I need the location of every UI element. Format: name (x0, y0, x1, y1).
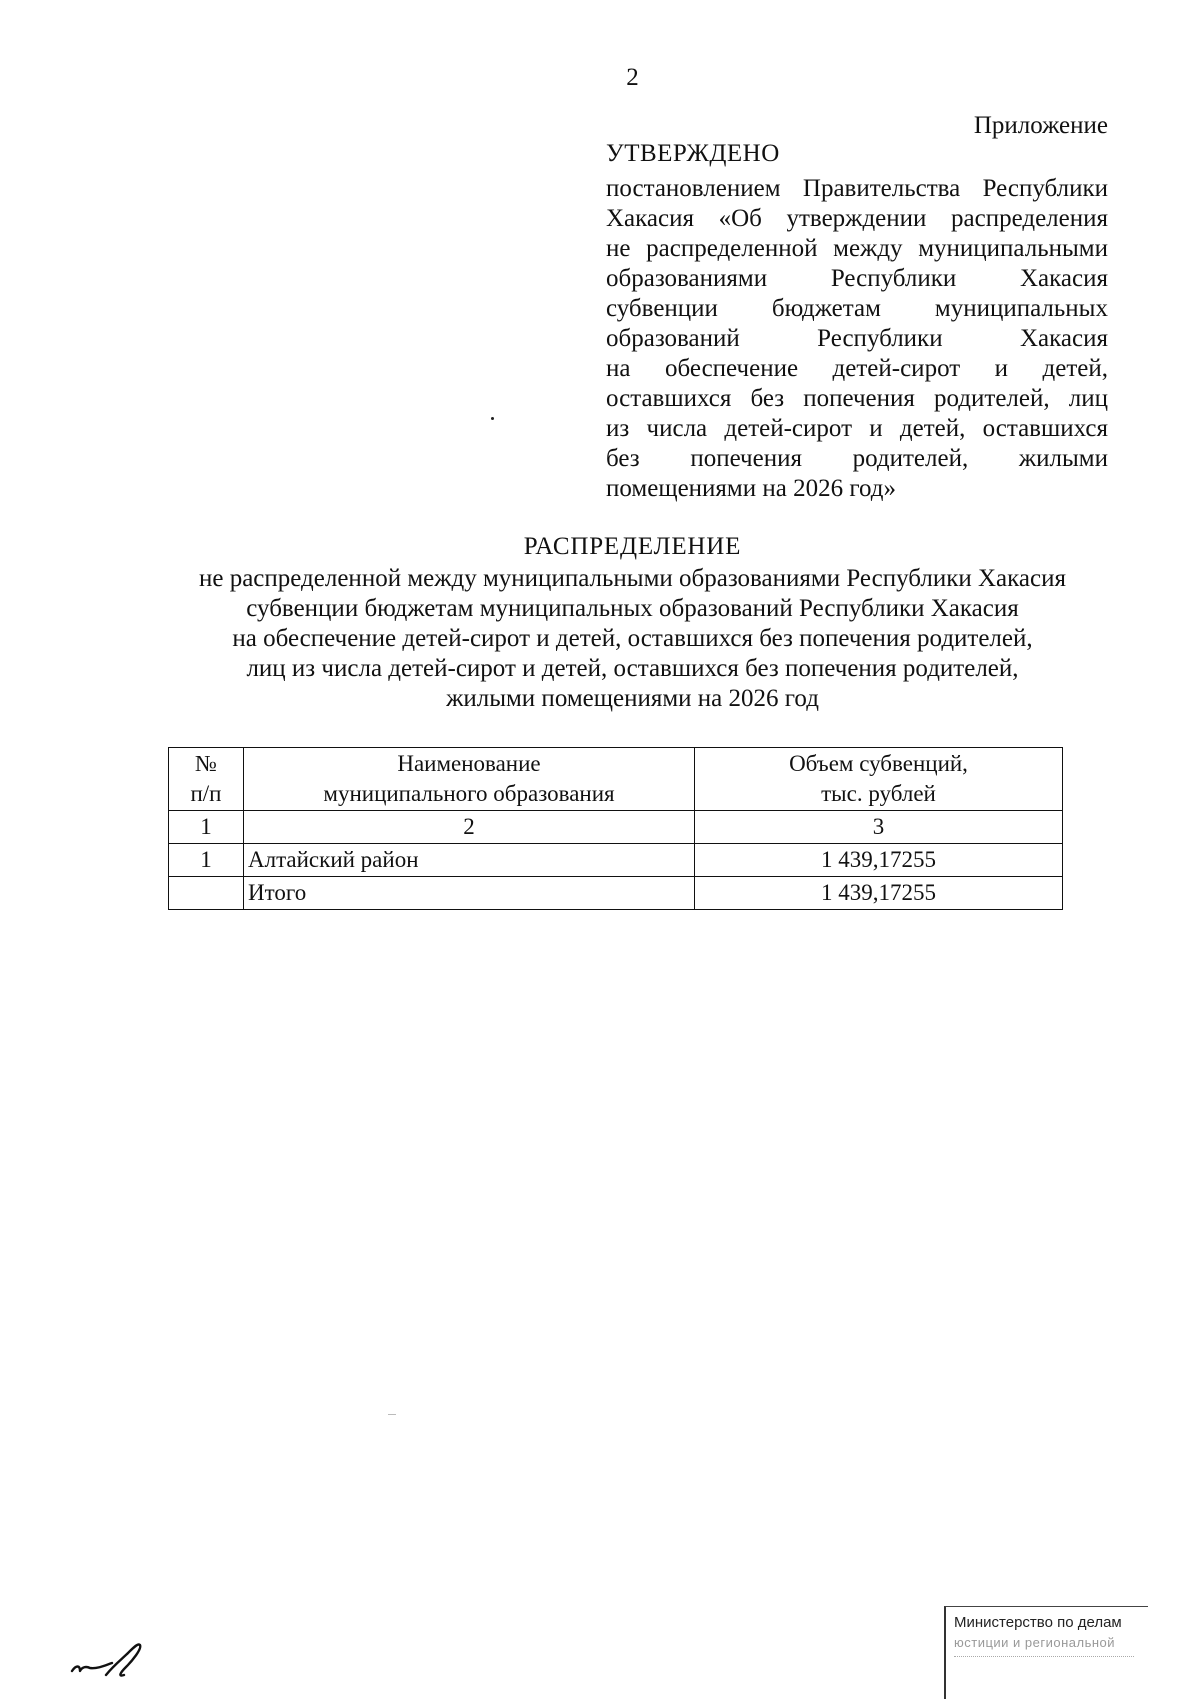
stamp-line: Министерство по делам (954, 1614, 1122, 1631)
resolution-line (606, 414, 1108, 444)
resolution-line (606, 264, 1108, 294)
distribution-table (168, 747, 1063, 910)
resolution-line (606, 174, 1108, 204)
approved-label: УТВЕРЖДЕНО (606, 140, 780, 167)
column-number: 3 (695, 811, 1063, 844)
scan-mark (388, 1414, 396, 1415)
resolution-line (606, 474, 1108, 504)
header-text: Наименование (397, 751, 541, 776)
page-number: 2 (626, 64, 639, 91)
resolution-word: Правительства (802, 175, 961, 202)
header-text: тыс. рублей (821, 781, 936, 806)
header-amount (695, 748, 1063, 811)
table-row (169, 844, 1063, 877)
resolution-block (606, 174, 1108, 504)
resolution-word: утверждении (786, 205, 927, 232)
resolution-word: постановлением (606, 175, 781, 202)
resolution-text: помещениями на 2026 год» (606, 475, 896, 502)
title-line: не распределенной между муниципальными образованиями Республики Хакасия (198, 565, 1066, 592)
header-number (169, 748, 244, 811)
resolution-word: Республики (817, 325, 943, 352)
title-line: лиц из числа детей-сирот и детей, оставшихся без попечения родителей, (246, 655, 1019, 682)
resolution-word: лиц (1068, 385, 1108, 412)
table-header-row (169, 748, 1063, 811)
resolution-word: Республики (830, 265, 957, 292)
resolution-word: детей, (899, 415, 966, 442)
resolution-line (606, 204, 1108, 234)
column-number: 1 (169, 811, 244, 844)
resolution-word: детей-сирот (724, 415, 853, 442)
resolution-word: без (750, 385, 785, 412)
resolution-word: Хакасия (1020, 265, 1108, 292)
resolution-word: родителей, (934, 385, 1050, 412)
resolution-word: попечения (690, 445, 802, 472)
resolution-word: распределенной (646, 235, 818, 262)
resolution-line (606, 384, 1108, 414)
resolution-word: числа (646, 415, 708, 442)
resolution-word: субвенции (606, 295, 718, 322)
subvention-amount: 1 439,17255 (695, 844, 1063, 877)
resolution-word: попечения (803, 385, 915, 412)
column-number-row (169, 811, 1063, 844)
resolution-line (606, 234, 1108, 264)
resolution-word: Хакасия (1020, 325, 1108, 352)
resolution-word: детей, (1042, 355, 1108, 382)
resolution-word: и (994, 355, 1009, 382)
registration-stamp (944, 1606, 1150, 1698)
stamp-line: юстиции и региональной (954, 1635, 1116, 1650)
stamp-faded-line (954, 1656, 1134, 1661)
resolution-word: оставшихся (982, 415, 1108, 442)
resolution-word: не (606, 235, 631, 262)
resolution-word: между (833, 235, 903, 262)
total-amount: 1 439,17255 (695, 877, 1063, 910)
title-heading: РАСПРЕДЕЛЕНИЕ (523, 533, 742, 560)
resolution-line (606, 354, 1108, 384)
header-text: п/п (190, 781, 222, 806)
title-line: жилыми помещениями на 2026 год (446, 685, 819, 712)
resolution-word: родителей, (852, 445, 969, 472)
document-title (150, 532, 1115, 714)
appendix-label: Приложение (973, 112, 1108, 139)
signature (68, 1635, 168, 1688)
resolution-word: оставшихся (606, 385, 732, 412)
resolution-word: Республики (982, 175, 1108, 202)
row-number (169, 877, 244, 910)
header-text: № (195, 751, 217, 776)
header-text: муниципального образования (323, 781, 615, 806)
resolution-line (606, 294, 1108, 324)
column-number: 2 (244, 811, 695, 844)
resolution-word: на (606, 355, 631, 382)
resolution-line (606, 444, 1108, 474)
resolution-word: из (606, 415, 630, 442)
row-number: 1 (169, 844, 244, 877)
resolution-line (606, 324, 1108, 354)
title-line: субвенции бюджетам муниципальных образований Республики Хакасия (246, 595, 1019, 622)
resolution-word: детей-сирот (832, 355, 961, 382)
resolution-word: распределения (951, 205, 1108, 232)
header-name (244, 748, 695, 811)
resolution-word: и (869, 415, 883, 442)
resolution-word: обеспечение (664, 355, 799, 382)
header-text: Объем субвенций, (789, 751, 968, 776)
resolution-word: без (606, 445, 640, 472)
resolution-word: Хакасия (606, 205, 694, 232)
resolution-word: образованиями (606, 265, 768, 292)
resolution-word: «Об (718, 205, 762, 232)
resolution-word: бюджетам (771, 295, 881, 322)
total-label: Итого (244, 877, 695, 910)
title-line: на обеспечение детей-сирот и детей, оставшихся без попечения родителей, (232, 625, 1033, 652)
resolution-word: жилыми (1018, 445, 1108, 472)
municipality-name: Алтайский район (244, 844, 695, 877)
stray-dot (491, 417, 494, 420)
resolution-word: образований (606, 325, 740, 352)
resolution-word: муниципальных (934, 295, 1108, 322)
resolution-word: муниципальными (918, 235, 1108, 262)
table-total-row (169, 877, 1063, 910)
